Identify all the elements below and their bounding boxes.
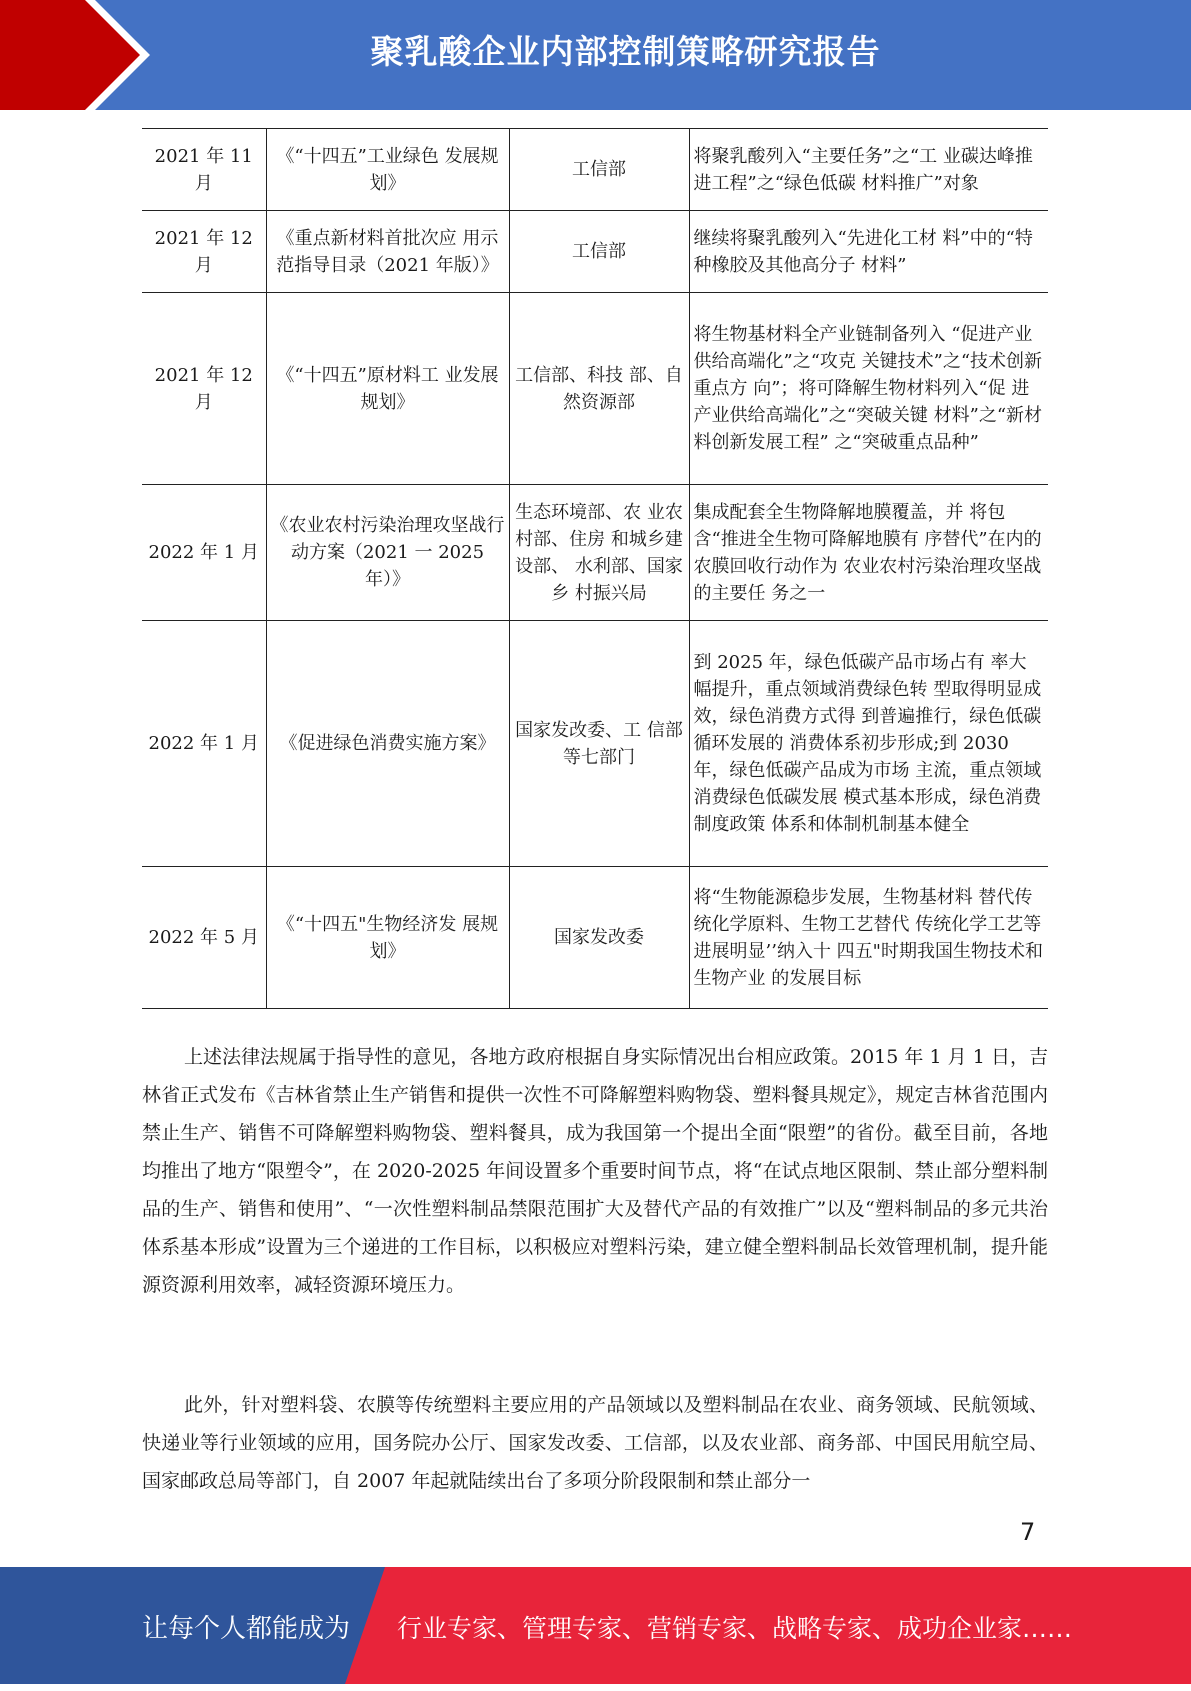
policy-date-cell: 2021 年 11 月 [142, 129, 266, 211]
page-number: 7 [1020, 1518, 1036, 1546]
body-paragraph-1: 上述法律法规属于指导性的意见，各地方政府根据自身实际情况出台相应政策。2015 年 1 月 1 日，吉林省正式发布《吉林省禁止生产销售和提供一次性不可降解塑料购物袋、塑料餐具规定》，规定吉林省范围内禁止生产、销售不可降解塑料购物袋、塑料餐具，成为我国第一个提出全面“限塑”的省份。截至目前，各地均推出了地方“限塑令”，在 2020-2025 年间设置多个重要时间节点，将“在试点地区限制、禁止部分塑料制品的生产、销售和使用”、“一次性塑料制品禁限范围扩大及替代产品的有效推广”以及“塑料制品的多元共治体系基本形成”设置为三个递进的工作目标，以积极应对塑料污染，建立健全塑料制品长效管理机制，提升能源资源利用效率，减轻资源环境压力。 [142, 1046, 1048, 1296]
policy-date-cell: 2021 年 12 月 [142, 211, 266, 293]
policy-dept-cell: 工信部 [509, 129, 689, 211]
policy-date-cell: 2021 年 12 月 [142, 293, 266, 485]
page-footer [0, 1567, 1191, 1684]
policy-name-cell: 《“十四五"生物经济发 展规划》 [266, 867, 509, 1009]
table-row [142, 293, 1048, 485]
table-row [142, 129, 1048, 211]
policy-dept-cell: 工信部 [509, 211, 689, 293]
policy-date-cell: 2022 年 1 月 [142, 621, 266, 867]
policy-content-cell: 将“生物能源稳步发展，生物基材料 替代传统化学原料、生物工艺替代 传统化学工艺等进展明显’’纳入十 四五"时期我国生物技术和生物产业 的发展目标 [689, 867, 1048, 1009]
policy-name-cell: 《“十四五”工业绿色 发展规划》 [266, 129, 509, 211]
policy-dept-cell: 国家发改委、工 信部等七部门 [509, 621, 689, 867]
table-row [142, 867, 1048, 1009]
policy-content-cell: 集成配套全生物降解地膜覆盖，并 将包含“推进全生物可降解地膜有 序替代”在内的农膜回收行动作为 农业农村污染治理攻坚战的主要任 务之一 [689, 485, 1048, 621]
body-paragraph-2: 此外，针对塑料袋、农膜等传统塑料主要应用的产品领域以及塑料制品在农业、商务领域、民航领域、快递业等行业领域的应用，国务院办公厅、国家发改委、工信部，以及农业部、商务部、中国民用航空局、国家邮政总局等部门，自 2007 年起就陆续出台了多项分阶段限制和禁止部分一 [142, 1394, 1048, 1492]
table-row [142, 211, 1048, 293]
policy-content-cell: 到 2025 年，绿色低碳产品市场占有 率大幅提升，重点领域消费绿色转 型取得明显成效，绿色消费方式得 到普遍推行，绿色低碳循环发展的 消费体系初步形成;到 2030 年，绿色低碳产品成为市场 主流，重点领域消费绿色低碳发展 模式基本形成，绿色消费制度政策 体系和体制机制基本健全 [689, 621, 1048, 867]
policy-table [142, 128, 1048, 1009]
policy-dept-cell: 工信部、科技 部、自然资源部 [509, 293, 689, 485]
report-title: 聚乳酸企业内部控制策略研究报告 [370, 32, 881, 71]
footer-slogan-left: 让每个人都能成为 [142, 1614, 351, 1644]
policy-dept-cell: 生态环境部、农 业农村部、住房 和城乡建设部、 水利部、国家乡 村振兴局 [509, 485, 689, 621]
policy-content-cell: 将生物基材料全产业链制备列入 “促进产业供给高端化”之“攻克 关键技术”之“技术创新重点方 向”；将可降解生物材料列入“促 进产业供给高端化”之“突破关键 材料”之“新材料创新发展工程” 之“突破重点品种” [689, 293, 1048, 485]
policy-content-cell: 继续将聚乳酸列入“先进化工材 料”中的“特种橡胶及其他高分子 材料” [689, 211, 1048, 293]
policy-date-cell: 2022 年 5 月 [142, 867, 266, 1009]
table-row [142, 485, 1048, 621]
policy-name-cell: 《农业农村污染治理攻坚战行动方案（2021 一 2025 年）》 [266, 485, 509, 621]
policy-name-cell: 《重点新材料首批次应 用示范指导目录（2021 年版）》 [266, 211, 509, 293]
page-header [0, 0, 1191, 110]
policy-name-cell: 《促进绿色消费实施方案》 [266, 621, 509, 867]
policy-content-cell: 将聚乳酸列入“主要任务”之“工 业碳达峰推进工程”之“绿色低碳 材料推广”对象 [689, 129, 1048, 211]
policy-dept-cell: 国家发改委 [509, 867, 689, 1009]
policy-name-cell: 《“十四五”原材料工 业发展规划》 [266, 293, 509, 485]
footer-slogan-right: 行业专家、管理专家、营销专家、战略专家、成功企业家…… [397, 1614, 1073, 1643]
policy-date-cell: 2022 年 1 月 [142, 485, 266, 621]
table-row [142, 621, 1048, 867]
